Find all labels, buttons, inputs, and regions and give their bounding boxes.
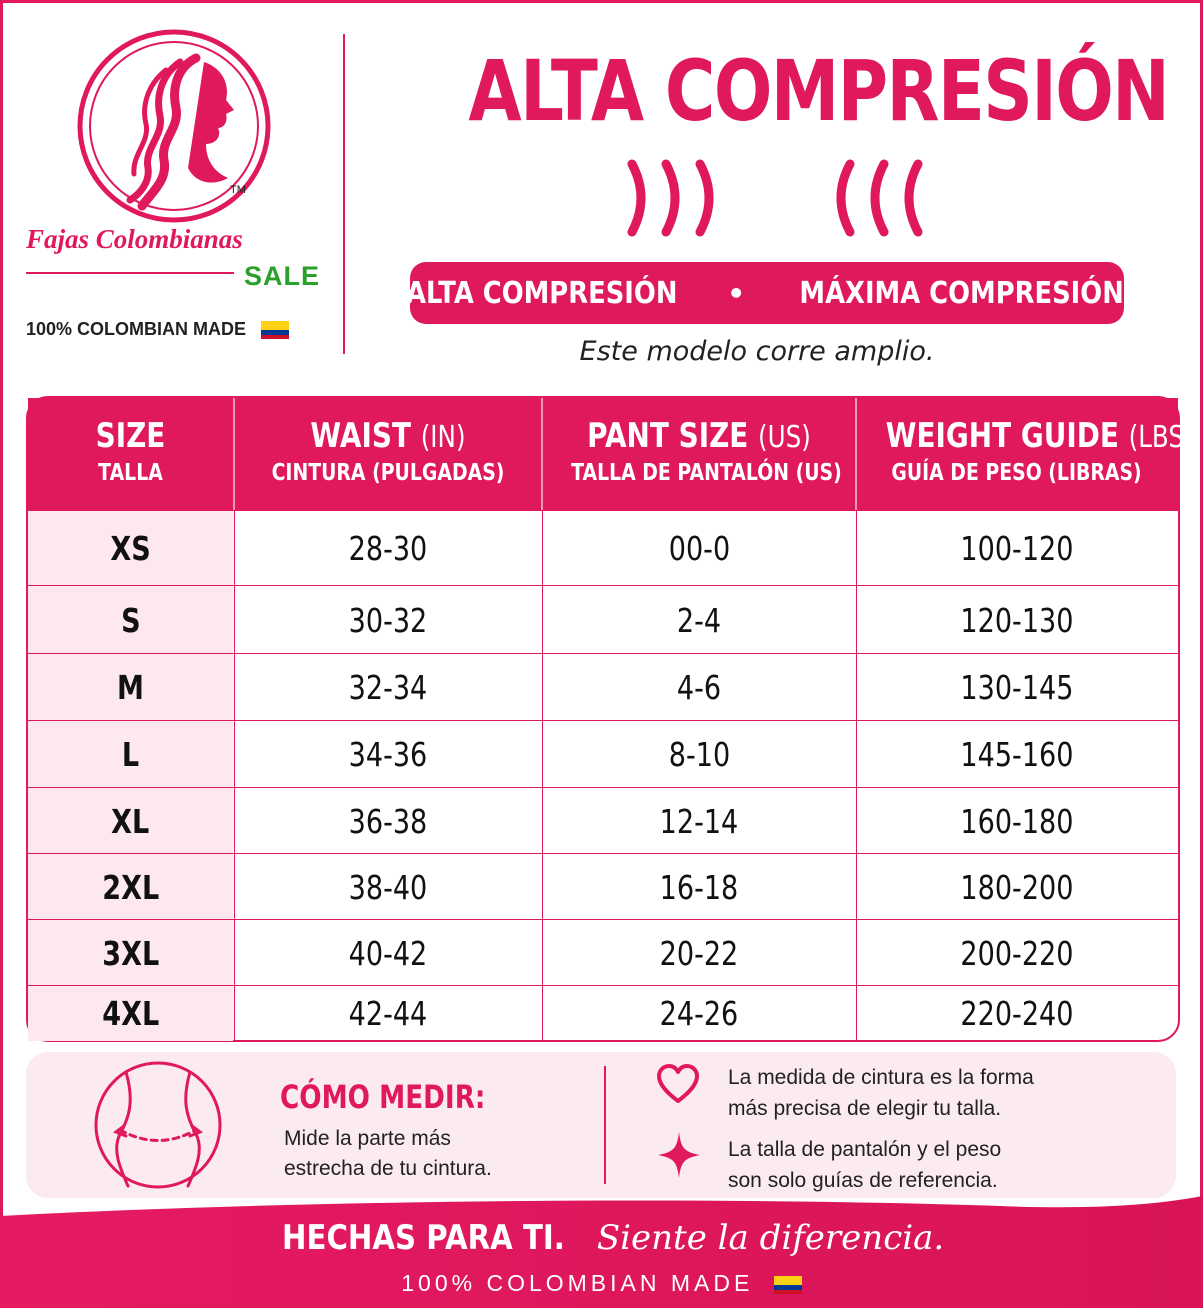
column-divider: [856, 510, 857, 1040]
waist-unit: (IN): [420, 420, 466, 455]
cell-text: L: [121, 735, 140, 774]
column-header-waist: [235, 398, 541, 510]
cell-text: 40-42: [348, 933, 428, 973]
cell-text: 36-38: [348, 801, 428, 841]
pill-maxima: MÁXIMA COMPRESIÓN: [799, 275, 1124, 311]
cell-text: 200-220: [959, 933, 1074, 973]
cell-text: 4XL: [102, 994, 159, 1033]
footer-tagline: [0, 1218, 1203, 1258]
cell-text: XS: [110, 529, 151, 568]
size-cell: [28, 986, 233, 1041]
column-divider: [234, 510, 235, 1040]
pill-alta: ALTA COMPRESIÓN: [405, 275, 678, 311]
weight-cell: [857, 721, 1176, 788]
cell-text: 4-6: [676, 668, 722, 707]
waist-measure-icon: [90, 1060, 226, 1190]
pant-cell: [543, 586, 855, 654]
waist-note: [728, 1062, 1148, 1124]
table-row: [28, 919, 1178, 986]
weight-title: WEIGHT GUIDE: [885, 416, 1119, 456]
size-title: SIZE: [95, 416, 166, 456]
measure-info-panel: [26, 1052, 1176, 1198]
colombia-flag-icon: [774, 1276, 802, 1294]
table-row: [28, 787, 1178, 854]
table-row: [28, 985, 1178, 1041]
cell-text: 180-200: [959, 867, 1074, 907]
pant-unit: (US): [758, 420, 811, 455]
page-title: ALTA COMPRESIÓN: [468, 42, 1169, 140]
table-row: [28, 720, 1178, 788]
note-1-line-1: La medida de cintura es la forma: [728, 1066, 1034, 1089]
cell-text: 145-160: [959, 735, 1074, 774]
compression-pill: [405, 262, 1124, 324]
header-divider: [343, 34, 345, 354]
size-cell: [28, 511, 233, 586]
cell-text: 120-130: [959, 600, 1074, 640]
reference-note: [728, 1134, 1148, 1196]
weight-subtitle: GUÍA DE PESO (LIBRAS): [891, 460, 1142, 486]
waist-cell: [235, 986, 541, 1041]
weight-unit: (LBS): [1128, 420, 1194, 455]
pant-cell: [543, 788, 855, 854]
weight-cell: [857, 788, 1176, 854]
trademark-mark: TM: [230, 184, 246, 196]
footer-made-text: 100% COLOMBIAN MADE: [401, 1270, 754, 1296]
size-cell: [28, 586, 233, 654]
how-to-measure-text: [284, 1124, 564, 1184]
cell-text: 16-18: [659, 867, 739, 907]
note-1-line-2: más precisa de elegir tu talla.: [728, 1097, 1002, 1120]
footer-made: [0, 1270, 1203, 1297]
fit-note: Este modelo corre amplio.: [579, 336, 935, 367]
cell-text: 160-180: [959, 801, 1074, 841]
note-2-line-2: son solo guías de referencia.: [728, 1169, 998, 1192]
compression-waves-icon: [610, 158, 940, 238]
cell-text: S: [120, 600, 141, 640]
size-cell: [28, 920, 233, 986]
cell-text: M: [117, 668, 144, 707]
heart-icon: [656, 1064, 700, 1104]
cell-text: 24-26: [659, 994, 739, 1033]
sparkle-star-icon: [658, 1132, 700, 1178]
brand-made-label: [26, 319, 289, 340]
how-line-2: estrecha de tu cintura.: [284, 1157, 492, 1180]
waist-cell: [235, 920, 541, 986]
info-divider: [604, 1066, 606, 1184]
brand-sale: SALE: [244, 261, 321, 291]
pant-subtitle: TALLA DE PANTALÓN (US): [571, 460, 842, 486]
table-row: [28, 653, 1178, 721]
weight-cell: [857, 986, 1176, 1041]
cell-text: 8-10: [668, 735, 730, 774]
weight-cell: [857, 920, 1176, 986]
column-header-size: [28, 398, 233, 510]
colombia-flag-icon: [261, 321, 289, 339]
tagline-bold: HECHAS PARA TI.: [281, 1218, 565, 1258]
cell-text: XL: [111, 801, 150, 841]
column-divider: [542, 510, 543, 1040]
weight-cell: [857, 511, 1176, 586]
cell-text: 00-0: [668, 529, 730, 568]
how-line-1: Mide la parte más: [284, 1127, 451, 1150]
cell-text: 130-145: [959, 668, 1074, 707]
cell-text: 20-22: [659, 933, 739, 973]
waist-cell: [235, 721, 541, 788]
cell-text: 2-4: [676, 600, 722, 640]
waist-cell: [235, 654, 541, 721]
size-cell: [28, 788, 233, 854]
cell-text: 30-32: [348, 600, 428, 640]
waist-subtitle: CINTURA (PULGADAS): [271, 460, 505, 486]
weight-cell: [857, 854, 1176, 920]
cell-text: 3XL: [102, 933, 159, 973]
waist-cell: [235, 788, 541, 854]
pant-cell: [543, 511, 855, 586]
size-table: [26, 396, 1194, 1042]
column-header-weight: [857, 398, 1194, 510]
cell-text: 28-30: [348, 529, 428, 568]
size-cell: [28, 654, 233, 721]
waist-cell: [235, 511, 541, 586]
pant-title: PANT SIZE: [587, 416, 749, 456]
footer-banner: [0, 1196, 1203, 1308]
brand-underline: [26, 272, 234, 274]
column-header-pant-size: [543, 398, 855, 510]
cell-text: 38-40: [348, 867, 428, 907]
table-row: [28, 853, 1178, 920]
cell-text: 100-120: [959, 529, 1074, 568]
made-text: 100% COLOMBIAN MADE: [26, 319, 247, 339]
how-to-measure-title: CÓMO MEDIR:: [280, 1078, 486, 1116]
brand-logo: [22, 28, 322, 358]
pant-cell: [543, 920, 855, 986]
cell-text: 42-44: [348, 994, 428, 1033]
pant-cell: [543, 854, 855, 920]
size-subtitle: TALLA: [98, 460, 163, 486]
waist-title: WAIST: [310, 416, 411, 456]
cell-text: 12-14: [659, 801, 739, 841]
waist-cell: [235, 586, 541, 654]
table-header: [28, 398, 1194, 510]
pant-cell: [543, 986, 855, 1041]
note-2-line-1: La talla de pantalón y el peso: [728, 1138, 1002, 1161]
waist-cell: [235, 854, 541, 920]
cell-text: 220-240: [959, 994, 1074, 1033]
size-cell: [28, 854, 233, 920]
weight-cell: [857, 654, 1176, 721]
cell-text: 2XL: [102, 867, 159, 907]
table-row: [28, 510, 1178, 586]
weight-cell: [857, 586, 1176, 654]
cell-text: 34-36: [348, 735, 428, 774]
tagline-script: Siente la diferencia.: [596, 1218, 945, 1258]
size-cell: [28, 721, 233, 788]
cell-text: 32-34: [348, 668, 428, 707]
brand-name: Fajas Colombianas: [26, 224, 243, 254]
table-row: [28, 585, 1178, 654]
pill-dot: •: [727, 276, 746, 310]
pant-cell: [543, 654, 855, 721]
pant-cell: [543, 721, 855, 788]
